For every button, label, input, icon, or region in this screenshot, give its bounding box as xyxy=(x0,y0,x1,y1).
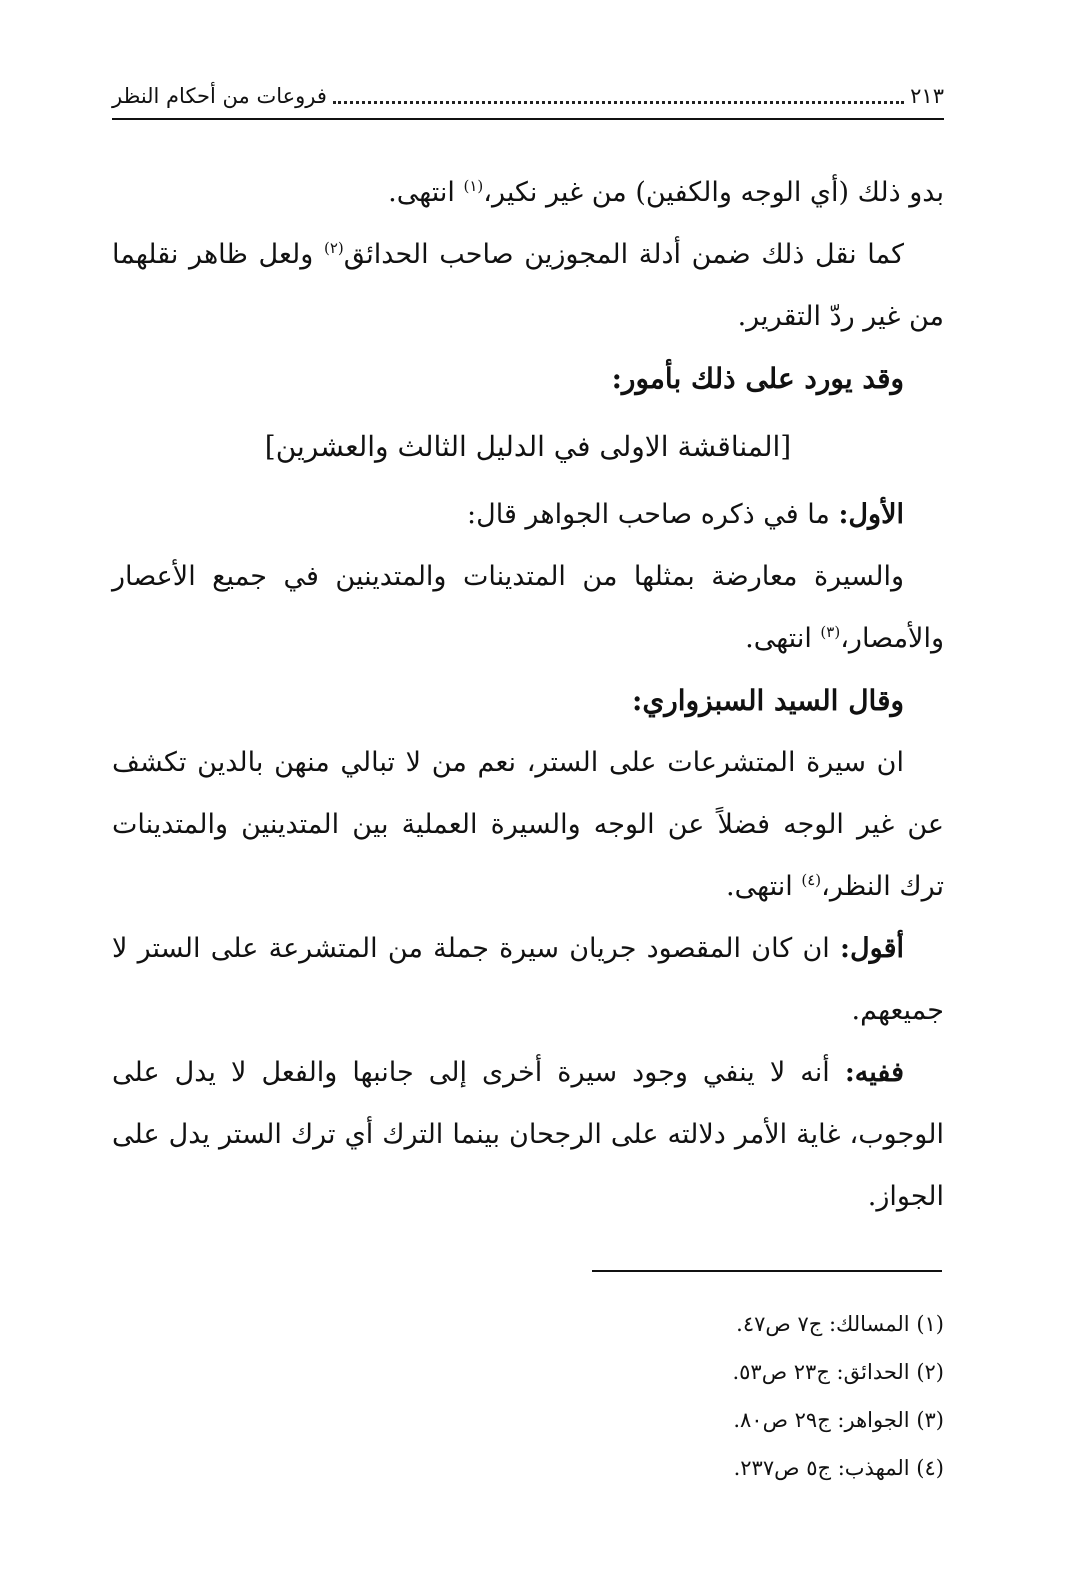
heading-objections: وقد يورد على ذلك بأمور: xyxy=(611,362,904,395)
footnote-3: (٣) الجواهر: ج٢٩ ص٨٠. xyxy=(733,1408,944,1432)
footnotes xyxy=(112,1300,944,1492)
footnote-ref-2: (٢) xyxy=(323,239,344,257)
heading-sabzawari: وقال السيد السبزواري: xyxy=(632,684,904,717)
paragraph-3: الأول: ما في ذكره صاحب الجواهر قال: xyxy=(467,499,904,530)
paragraph-6: أقول: ان كان المقصود جريان سيرة جملة من المتشرعة على الستر لا جميعهم. xyxy=(112,933,944,1026)
header-rule xyxy=(112,118,944,120)
footnote-ref-4: (٤) xyxy=(801,871,822,889)
paragraph-5-quote: ان سيرة المتشرعات على الستر، نعم من لا تبالي منهن بالدين تكشف عن غير الوجه فضلاً عن الوجه والسيرة العملية بين المتدينين والمتدينات ترك النظر،$^{(٤)}$ انتهى. xyxy=(112,747,944,902)
main-text xyxy=(112,162,944,1228)
footnote-1: (١) المسالك: ج٧ ص٤٧. xyxy=(736,1312,944,1336)
section-title: [المناقشة الاولى في الدليل الثالث والعشرين] xyxy=(264,430,792,463)
paragraph-1: بدو ذلك (أي الوجه والكفين) من غير نكير،$^{(١)}$ انتهى. xyxy=(388,177,944,208)
paragraph-4-quote: والسيرة معارضة بمثلها من المتدينات والمتدينين في جميع الأعصار والأمصار،$^{(٣)}$ انتهى. xyxy=(112,561,944,654)
footnote-2: (٢) الحدائق: ج٢٣ ص٥٣. xyxy=(732,1360,944,1384)
running-title: فروعات من أحكام النظر xyxy=(112,84,327,108)
page-number: ٢١٣ xyxy=(910,84,944,108)
footnote-rule xyxy=(592,1270,942,1272)
footnote-ref-1: (١) xyxy=(463,177,484,195)
page-header xyxy=(112,76,944,116)
footnote-4: (٤) المهذب: ج٥ ص٢٣٧. xyxy=(733,1456,944,1480)
header-dot-leader xyxy=(333,101,904,104)
footnote-ref-3: (٣) xyxy=(820,623,841,641)
paragraph-7: ففيه: أنه لا ينفي وجود سيرة أخرى إلى جانبها والفعل لا يدل على الوجوب، غاية الأمر دلالته على الرجحان بينما الترك أي ترك الستر يدل على الجواز. xyxy=(112,1057,944,1212)
paragraph-2: كما نقل ذلك ضمن أدلة المجوزين صاحب الحدائق$^{(٢)}$ ولعل ظاهر نقلهما من غير ردّ التقرير. xyxy=(112,239,944,332)
